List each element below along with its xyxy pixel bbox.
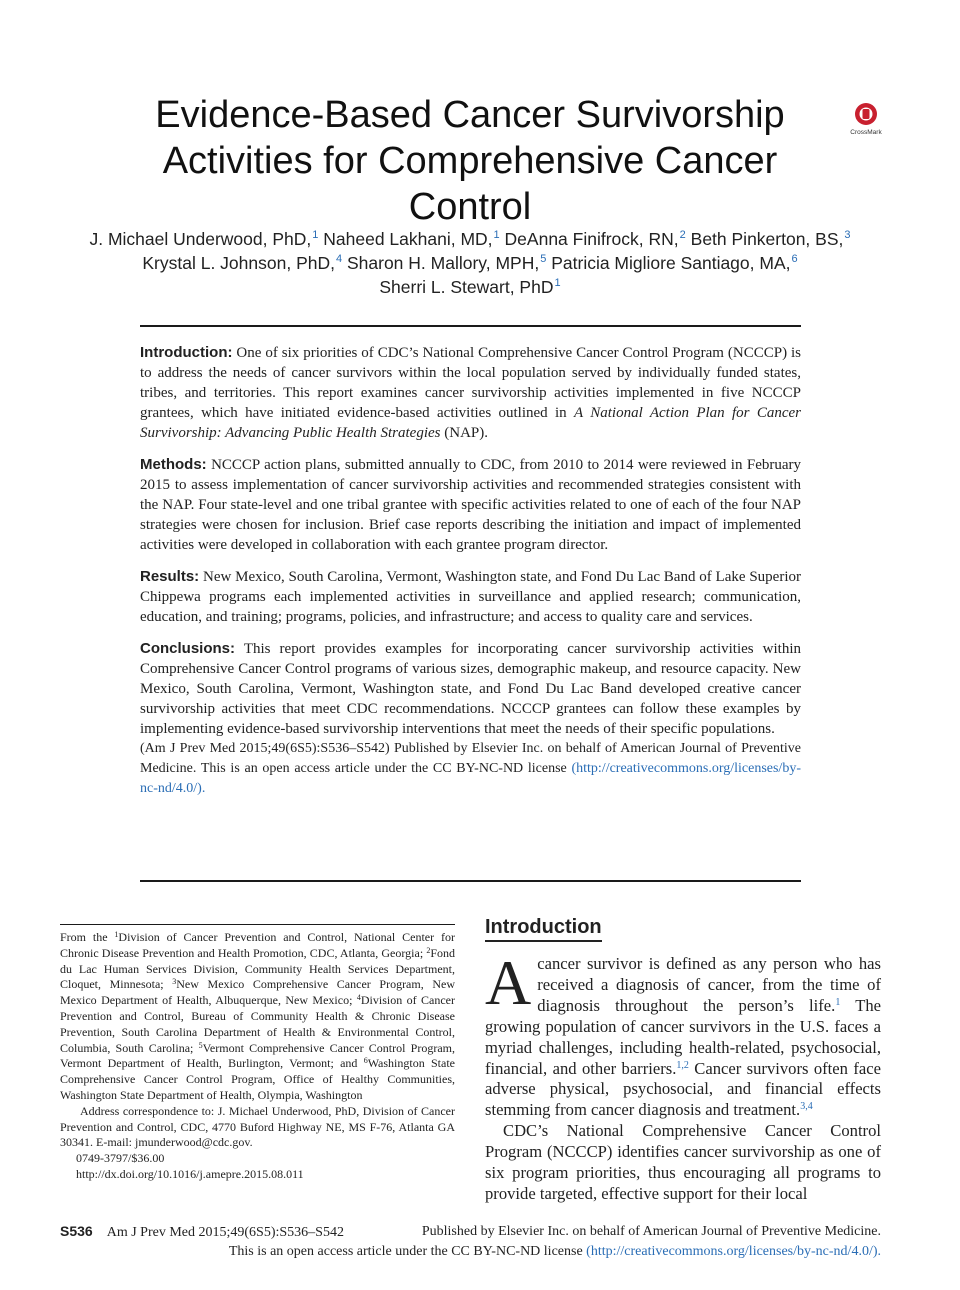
crossmark-label: CrossMark	[850, 129, 882, 136]
drop-cap: A	[485, 947, 532, 1018]
author-list	[30, 227, 910, 299]
affiliation-ref[interactable]: 4	[335, 253, 343, 265]
author: Krystal L. Johnson, PhD,	[142, 253, 335, 273]
issn-price: 0749-3797/$36.00	[76, 1151, 165, 1166]
abstract-bottom-rule	[140, 880, 801, 882]
license-link[interactable]: (http://creativecommons.org/licenses/by-nc-nd/4.0/).	[140, 761, 801, 796]
paragraph: Acancer survivor is defined as any person who has received a diagnosis of cancer, from the time of diagnosis throughout the person’s life.$^1$ The growing population of cancer survivors in the U.S. faces a myriad challenges, including health-related, psychosocial, financial, and other barriers.$^{1,2}$ Cancer survivors often face adverse physical, psychosocial, and financial effects stemming from cancer diagnosis and treatment.$^{3,4}$	[485, 947, 882, 1120]
abstract-conclusions: Conclusions: This report provides examples for incorporating cancer survivorship activities within Comprehensive Cancer Control programs of various sizes, demographic makeup, and resource capacity. New Mexico, South Carolina, Vermont, Washington state, and Fond Du Lac Band developed creative cancer survivorship activities that meet CDC recommendations. NCCCP grantees can follow these examples by implementing evidence-based survivorship interventions that meet the needs of their specific populations.	[140, 640, 801, 737]
correspondence: Address correspondence to: J. Michael Underwood, PhD, Division of Cancer Prevention and Control, CDC, 4770 Buford Highway NE, MS F-76, Atlanta GA 30341. E-mail: jmunderwood@cdc.gov.	[60, 1103, 455, 1150]
author: Sharon H. Mallory, MPH,	[346, 253, 540, 273]
author: Patricia Migliore Santiago, MA,	[551, 253, 791, 273]
affiliation-ref[interactable]: 6	[791, 253, 798, 265]
abstract-results: Results: New Mexico, South Carolina, Vermont, Washington state, and Fond Du Lac Band of Lake Superior Chippewa programs each implemented activities in surveillance and applied research; communication, education, and training; programs, policies, and infrastructure; and access to quality care and services.	[140, 568, 801, 625]
footnote-rule	[60, 924, 455, 925]
abstract-label: Results:	[140, 568, 200, 585]
affiliation-ref[interactable]: 2	[679, 229, 686, 241]
affiliation-list: From the $^1$Division of Cancer Prevention and Control, National Center for Chronic Disease Prevention and Health Promotion, CDC, Atlanta, Georgia; $^2$Fond du Lac Human Services Division, Community Health Services Department, Cloquet, Minnesota; $^3$New Mexico Comprehensive Cancer Program, New Mexico Department of Health, Albuquerque, New Mexico; $^4$Division of Cancer Prevention and Control, Bureau of Community Health & Chronic Disease Prevention, South Carolina Department of Health & Environmental Control, Columbia, South Carolina; $^5$Vermont Comprehensive Cancer Control Program, Vermont Department of Health, Burlington, Vermont; and $^6$Washington State Comprehensive Cancer Control Program, Office of Healthy Communities, Washington State Department of Health, Olympia, Washington	[60, 930, 456, 1102]
abstract-label: Conclusions:	[140, 640, 236, 657]
crossmark-icon	[846, 100, 886, 140]
abstract	[140, 343, 801, 811]
abstract-citation: (Am J Prev Med 2015;49(6S5):S536–S542) Published by Elsevier Inc. on behalf of American Journal of Preventive Medicine. This is an open access article under the CC BY-NC-ND license (http://creativecommons.org/licenses/by-nc-nd/4.0/).	[140, 741, 801, 796]
abstract-label: Introduction:	[140, 344, 233, 361]
affiliation-ref[interactable]: 5	[540, 253, 547, 265]
author: Naheed Lakhani, MD,	[323, 229, 493, 249]
license-note: This is an open access article under the CC BY-NC-ND license	[228, 1244, 583, 1259]
publisher-note: Published by Elsevier Inc. on behalf of American Journal of Preventive Medicine.	[421, 1224, 881, 1239]
journal-citation: Am J Prev Med 2015;49(6S5):S536–S542	[106, 1225, 344, 1240]
affiliation-ref[interactable]: 1	[493, 229, 500, 241]
affiliation-ref[interactable]: 1	[554, 277, 561, 289]
abstract-methods: Methods: NCCCP action plans, submitted annually to CDC, from 2010 to 2014 were reviewed in February 2015 to assess implementation of cancer survivorship activities and recommended strategies consistent with the NAP. Four state-level and one tribal grantee with specific activities related to one of each of the four NAP strategies were chosen for inclusion. Brief case reports describing the initiation and impact of implemented activities were developed in collaboration with each grantee program director.	[140, 456, 801, 553]
footer-license-link[interactable]: (http://creativecommons.org/licenses/by-nc-nd/4.0/).	[586, 1244, 881, 1259]
citation-ref[interactable]: 1,2	[676, 1059, 689, 1071]
introduction-body	[485, 947, 882, 1205]
doi-link[interactable]: http://dx.doi.org/10.1016/j.amepre.2015.08.011	[76, 1166, 304, 1181]
author: DeAnna Finifrock, RN,	[504, 229, 679, 249]
citation-ref[interactable]: 1	[835, 996, 841, 1008]
abstract-top-rule	[140, 325, 801, 327]
section-heading-introduction: Introduction	[485, 916, 602, 942]
affiliation-ref[interactable]: 3	[844, 229, 851, 241]
author: J. Michael Underwood, PhD,	[89, 229, 312, 249]
author: Sherri L. Stewart, PhD	[379, 277, 554, 297]
affiliations-footnote	[60, 930, 455, 1183]
abstract-label: Methods:	[140, 456, 207, 473]
main-column	[485, 916, 881, 1205]
page-number: S536	[60, 1223, 93, 1239]
abstract-introduction: Introduction: One of six priorities of CDC’s National Comprehensive Cancer Control Program (NCCCP) is to address the needs of cancer survivors within the local population served by individually funded states, tribes, and territories. This report examines cancer survivorship activities implemented in five NCCCP grantees, which have initiated evidence-based activities outlined in A National Action Plan for Cancer Survivorship: Advancing Public Health Strategies (NAP).	[140, 344, 802, 441]
crossmark-badge[interactable]	[846, 100, 886, 140]
paragraph: CDC’s National Comprehensive Cancer Control Program (NCCCP) identifies cancer survivorship as one of six program priorities, thus encouraging all programs to provide targeted, effective support for their local	[485, 1121, 881, 1203]
page-footer	[60, 1222, 881, 1261]
citation-ref[interactable]: 3,4	[800, 1101, 813, 1113]
article-title: Evidence-Based Cancer Survivorship Activities for Comprehensive Cancer Control	[155, 94, 785, 228]
affiliation-ref[interactable]: 1	[312, 229, 319, 241]
author: Beth Pinkerton, BS,	[690, 229, 844, 249]
